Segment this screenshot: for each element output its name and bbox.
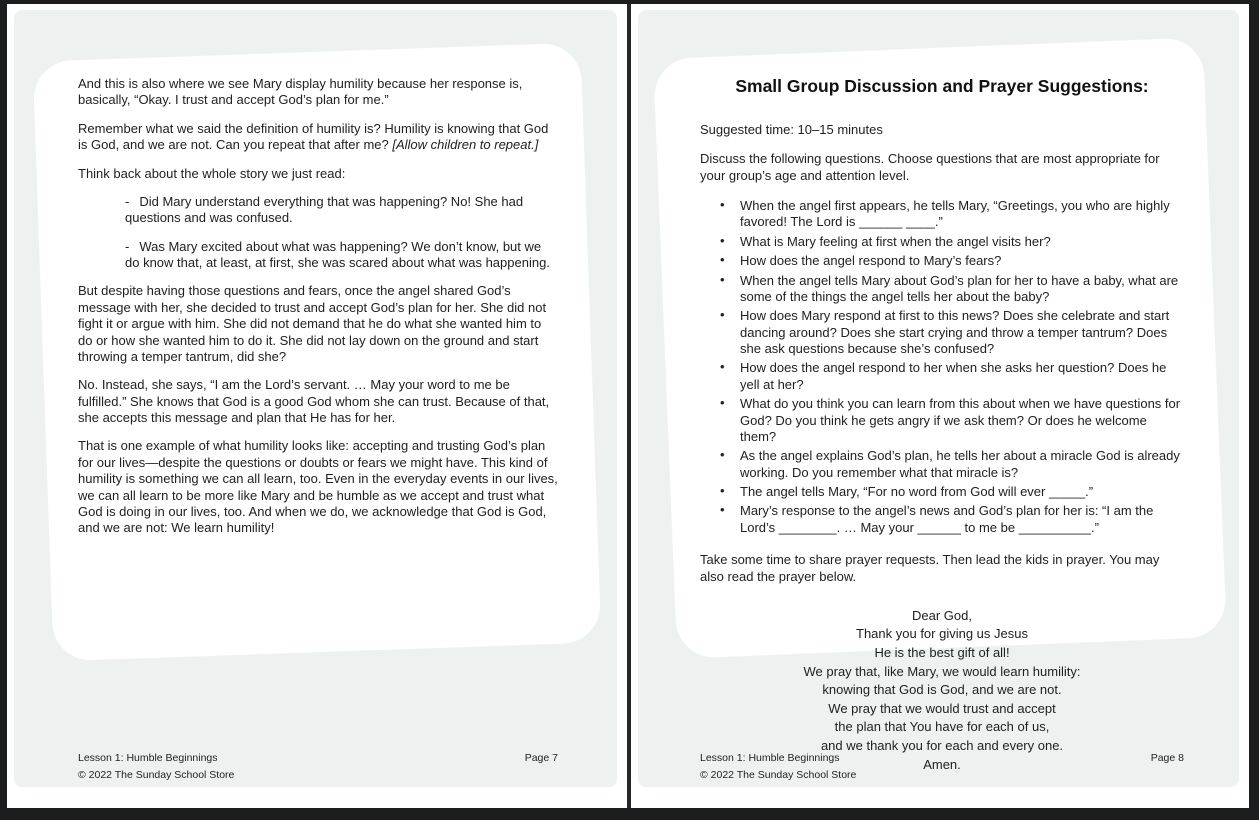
dash-item-text: Did Mary understand everything that was happening? No! She had questions and was confused.	[125, 193, 524, 226]
bullet-marker: •	[720, 232, 725, 248]
page-8-body	[700, 70, 1184, 774]
bullet-marker: •	[720, 307, 725, 323]
question-text: What is Mary feeling at first when the angel visits her?	[740, 233, 1051, 249]
paragraph	[78, 121, 558, 154]
page-7	[7, 4, 627, 808]
footer-copyright: © 2022 The Sunday School Store	[78, 768, 235, 781]
bullet-marker: •	[720, 197, 725, 212]
question-text: When the angel first appears, he tells Mary, “Greetings, you who are highly favored! The Lord is ______ ____.”	[740, 198, 1170, 230]
page-footer	[700, 750, 1184, 784]
prayer-line: the plan that You have for each of us,	[834, 719, 1050, 735]
question-item	[700, 360, 1184, 393]
question-item	[700, 253, 1184, 269]
prayer-line: knowing that God is God, and we are not.	[822, 682, 1062, 698]
bullet-marker: •	[720, 252, 725, 268]
question-text: What do you think you can learn from this about when we have questions for God? Do you think he gets angry if we ask them? Or does he welcome them?	[740, 396, 1181, 444]
question-item	[700, 273, 1184, 306]
prayer-line: Amen.	[923, 756, 961, 772]
discussion-intro: Discuss the following questions. Choose questions that are most appropriate for your group’s age and attention level.	[700, 151, 1160, 183]
bullet-marker: •	[720, 483, 725, 498]
footer-lesson-title: Lesson 1: Humble Beginnings	[700, 752, 840, 764]
question-text: As the angel explains God’s plan, he tells her about a miracle God is already working. Do you remember what that miracle is?	[740, 448, 1180, 480]
bullet-marker: •	[720, 502, 725, 518]
page-7-body	[78, 76, 558, 549]
paragraph-text: Remember what we said the definition of humility is? Humility is knowing that God is God, and we are not. Can you repeat that after me?	[78, 120, 549, 153]
question-text: How does the angel respond to her when she asks her question? Does he yell at her?	[740, 360, 1167, 392]
page-number: Page 7	[524, 752, 558, 764]
question-item	[700, 396, 1184, 445]
footer-copyright: © 2022 The Sunday School Store	[700, 768, 857, 781]
paragraph: And this is also where we see Mary display humility because her response is, basically, “Okay. I trust and accept God’s plan for me.”	[78, 76, 523, 108]
question-item	[700, 484, 1184, 500]
prayer-line: We pray that we would trust and accept	[828, 700, 1056, 716]
page-number: Page 8	[1150, 752, 1184, 764]
document-spread	[7, 4, 1249, 808]
prayer-line: Dear God,	[912, 607, 972, 623]
question-list	[700, 198, 1184, 536]
section-heading: Small Group Discussion and Prayer Suggestions:	[735, 76, 1149, 96]
paragraph: But despite having those questions and fears, once the angel shared God’s message with her, she decided to trust and accept God’s plan for her. She did not fight it or argue with him. She did not demand that he do what she wanted him to do or how she wanted him to do it. She did not lay down on the ground and start throwing a temper tantrum, did she?	[78, 283, 547, 364]
question-text: How does Mary respond at first to this news? Does she celebrate and start dancing around? Does she start crying and throw a temper tantrum? Does she ask questions because she’s confused?	[740, 308, 1170, 356]
prayer-line: We pray that, like Mary, we would learn humility:	[803, 663, 1081, 679]
dash-list-item	[125, 194, 558, 227]
paragraph: Think back about the whole story we just read:	[78, 165, 346, 181]
prayer-line: Thank you for giving us Jesus	[856, 626, 1028, 642]
bullet-marker: •	[720, 395, 725, 411]
bullet-marker: •	[720, 271, 725, 287]
bullet-marker: •	[720, 359, 725, 375]
paragraph: That is one example of what humility looks like: accepting and trusting God’s plan for our lives—despite the questions or doubts or fears we might have. This kind of humility is something we can all learn, too. Even in the everyday events in our lives, we can all learn to be more like Mary and be humble as we accept and trust what God is doing in our lives, too. And when we do, we acknowledge that God is God, and we are not: We learn humility!	[78, 438, 558, 536]
prayer-line: and we thank you for each and every one.	[820, 737, 1064, 753]
question-text: The angel tells Mary, “For no word from God will ever _____.”	[740, 484, 1094, 499]
page-footer	[78, 750, 558, 784]
question-item	[700, 308, 1184, 357]
suggested-time: Suggested time: 10–15 minutes	[700, 121, 883, 137]
page-8	[631, 4, 1249, 808]
question-item	[700, 448, 1184, 481]
dash-marker: -	[125, 238, 130, 254]
paragraph: No. Instead, she says, “I am the Lord’s servant. … May your word to me be fulfilled.” She knows that God is a good God whom she can trust. Because of that, she accepts this message and plan that He has for her.	[78, 377, 550, 425]
question-item	[700, 198, 1184, 231]
prayer-block	[700, 607, 1184, 774]
dash-item-text: Was Mary excited about what was happening? We don’t know, but we do know that, at least, at first, she was scared about what was happening.	[125, 238, 550, 270]
prayer-line: He is the best gift of all!	[874, 645, 1010, 661]
stage-direction: [Allow children to repeat.]	[392, 137, 539, 153]
question-item	[700, 234, 1184, 250]
footer-lesson-title: Lesson 1: Humble Beginnings	[78, 752, 218, 764]
question-text: When the angel tells Mary about God’s plan for her to have a baby, what are some of the things the angel tells her about the baby?	[740, 272, 1179, 304]
question-item	[700, 503, 1184, 536]
dash-list-item	[125, 239, 558, 272]
question-text: Mary’s response to the angel’s news and God’s plan for her is: “I am the Lord’s ________. … May your ______ to me be __________.”	[740, 503, 1154, 535]
question-text: How does the angel respond to Mary’s fears?	[740, 253, 1002, 269]
dash-marker: -	[125, 193, 130, 209]
prayer-intro: Take some time to share prayer requests. Then lead the kids in prayer. You may also read the prayer below.	[700, 552, 1160, 584]
bullet-marker: •	[720, 447, 725, 463]
